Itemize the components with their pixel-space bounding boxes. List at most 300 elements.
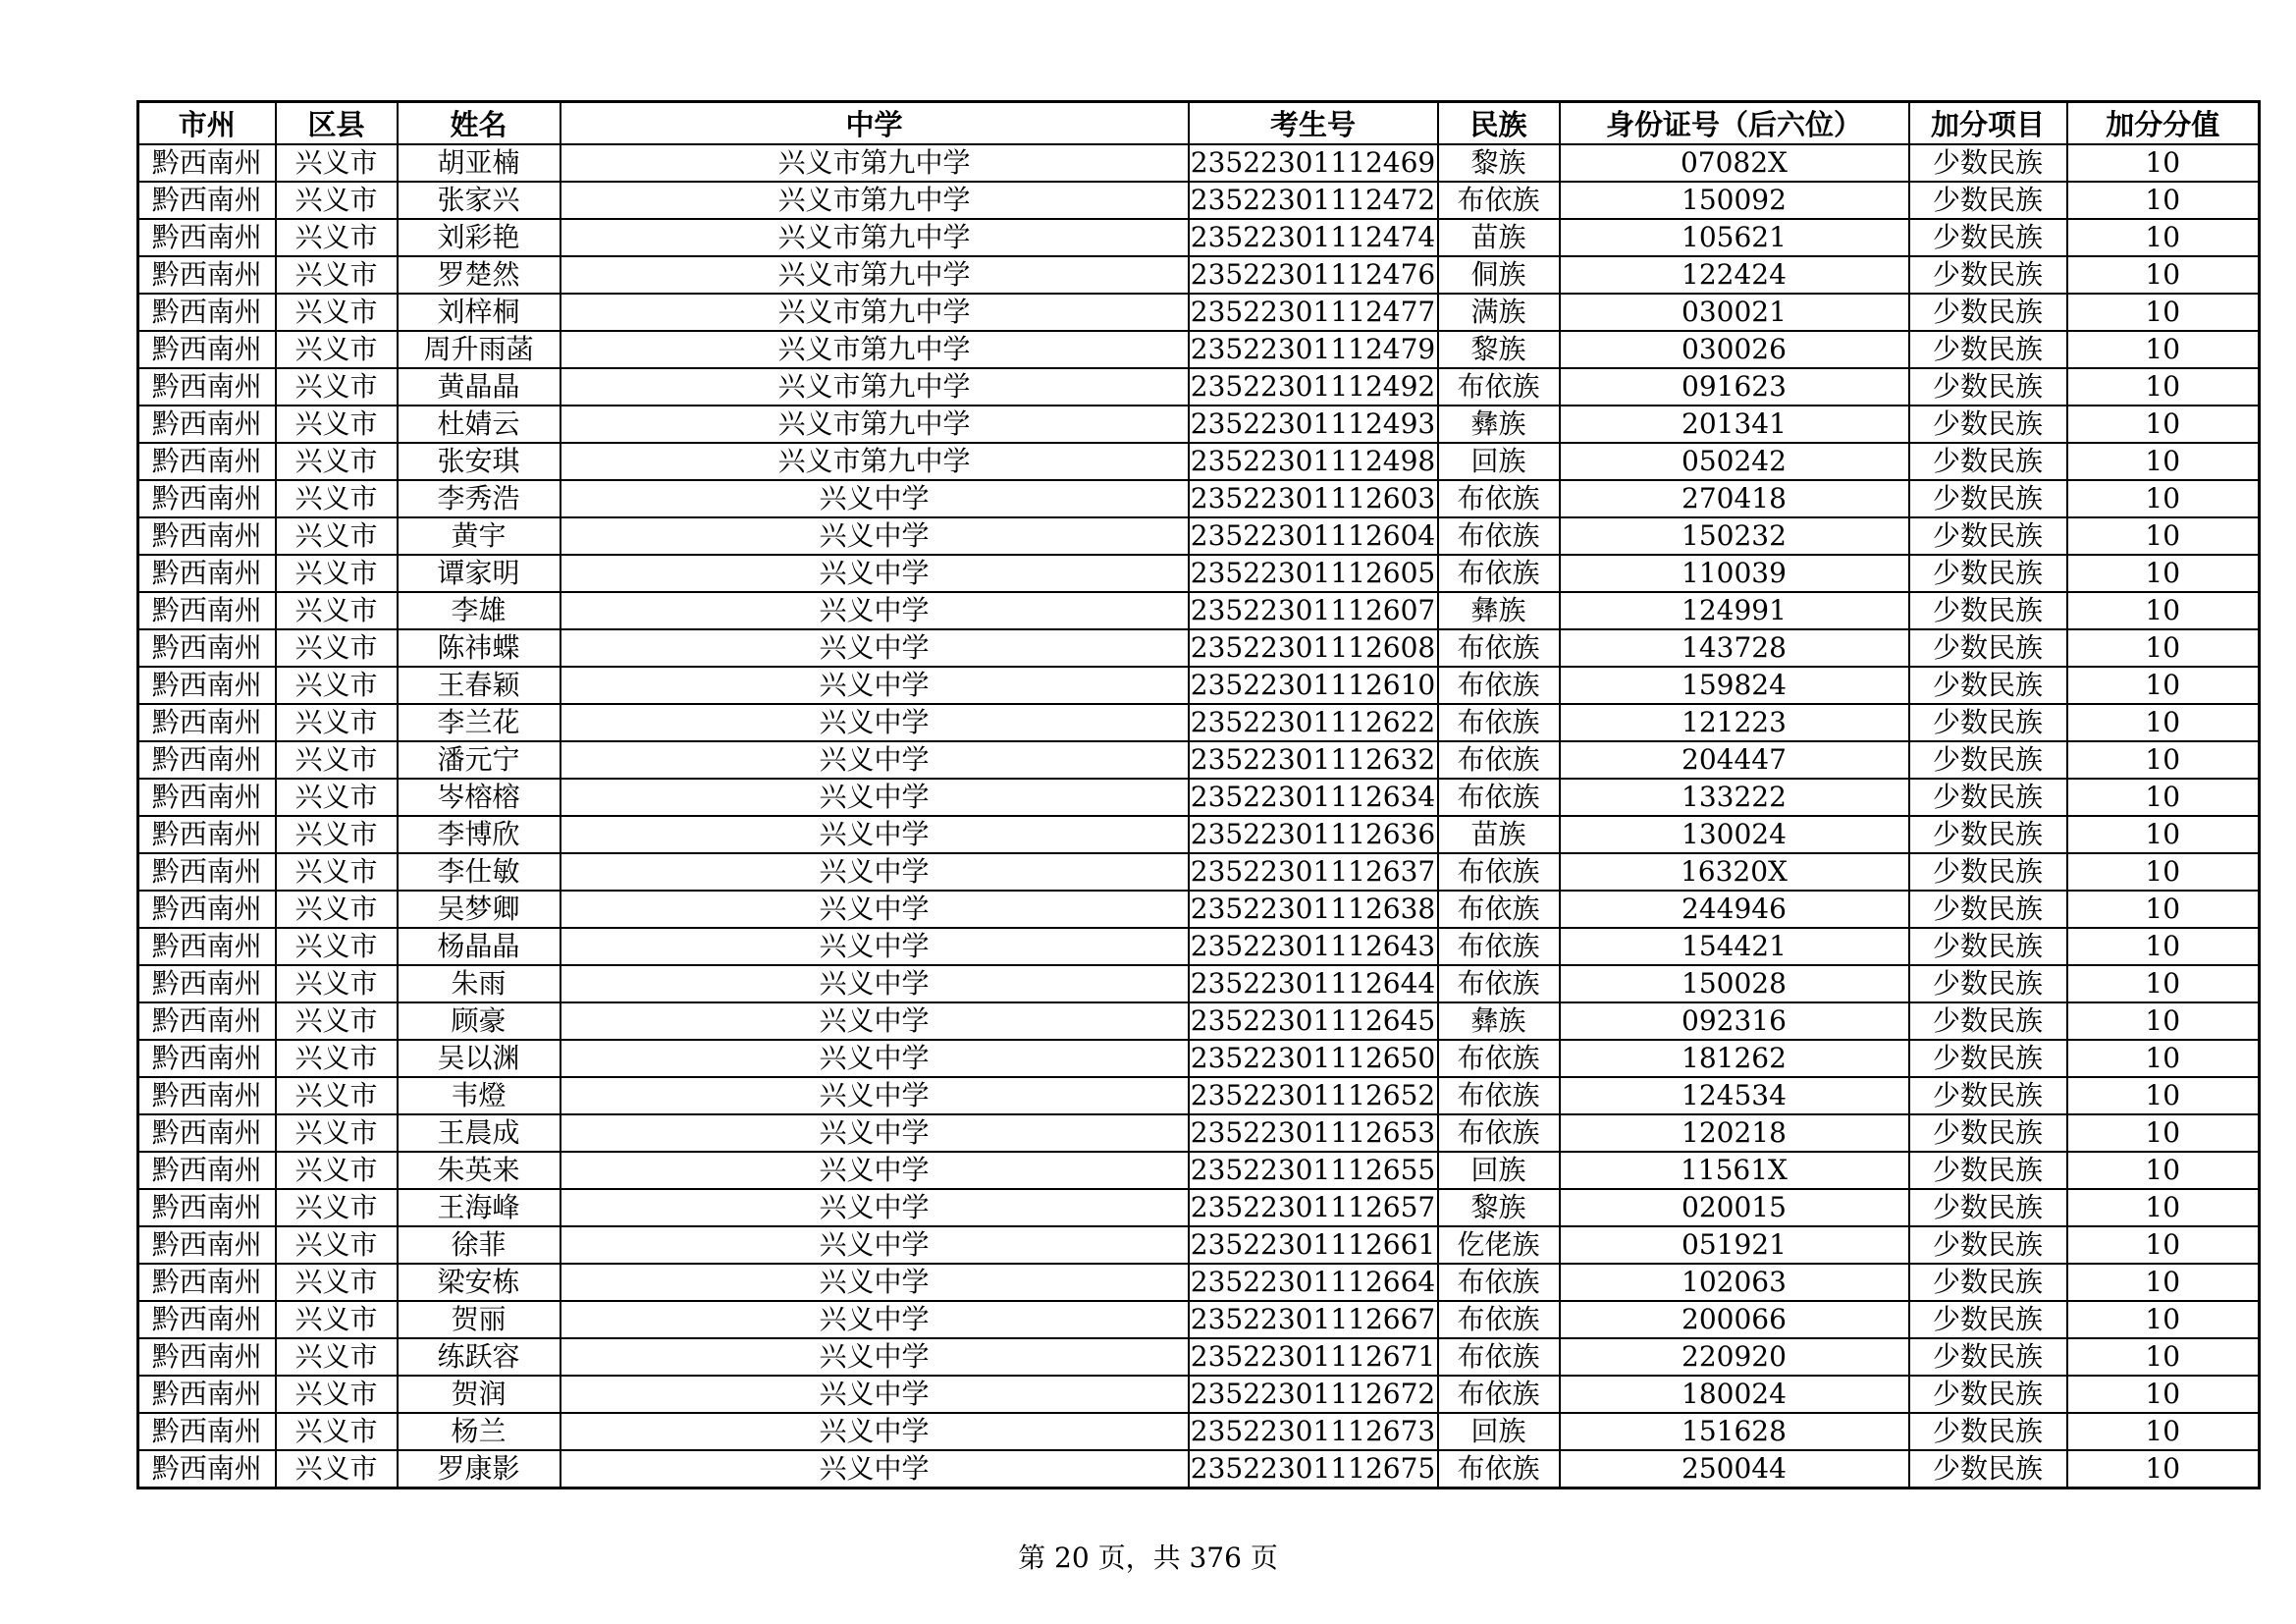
cell-exam-number: 23522301112474	[1189, 219, 1438, 256]
cell-city: 黔西南州	[138, 1264, 276, 1301]
cell-ethnicity: 布依族	[1438, 1077, 1560, 1114]
cell-city: 黔西南州	[138, 406, 276, 443]
cell-school: 兴义中学	[561, 517, 1189, 555]
cell-id-last6: 220920	[1560, 1338, 1909, 1376]
cell-name: 杨兰	[398, 1413, 561, 1450]
cell-bonus-item: 少数民族	[1909, 667, 2067, 704]
cell-bonus-item: 少数民族	[1909, 779, 2067, 816]
cell-bonus-item: 少数民族	[1909, 294, 2067, 331]
cell-school: 兴义中学	[561, 1450, 1189, 1489]
cell-bonus-item: 少数民族	[1909, 592, 2067, 629]
cell-name: 胡亚楠	[398, 144, 561, 182]
cell-ethnicity: 布依族	[1438, 741, 1560, 779]
cell-name: 周升雨菡	[398, 331, 561, 368]
table-row	[138, 331, 2260, 368]
table-row	[138, 182, 2260, 219]
cell-city: 黔西南州	[138, 853, 276, 891]
cell-name: 韦燈	[398, 1077, 561, 1114]
cell-ethnicity: 彝族	[1438, 1002, 1560, 1040]
cell-name: 谭家明	[398, 555, 561, 592]
cell-city: 黔西南州	[138, 965, 276, 1002]
cell-id-last6: 250044	[1560, 1450, 1909, 1489]
table-row	[138, 704, 2260, 741]
cell-id-last6: 150092	[1560, 182, 1909, 219]
cell-id-last6: 200066	[1560, 1301, 1909, 1338]
cell-bonus-points: 10	[2067, 779, 2260, 816]
cell-district: 兴义市	[276, 592, 398, 629]
cell-district: 兴义市	[276, 779, 398, 816]
cell-district: 兴义市	[276, 1338, 398, 1376]
cell-bonus-points: 10	[2067, 1189, 2260, 1226]
cell-district: 兴义市	[276, 891, 398, 928]
cell-ethnicity: 布依族	[1438, 667, 1560, 704]
table-row	[138, 517, 2260, 555]
cell-city: 黔西南州	[138, 443, 276, 480]
cell-exam-number: 23522301112643	[1189, 928, 1438, 965]
cell-city: 黔西南州	[138, 741, 276, 779]
table-row	[138, 1338, 2260, 1376]
cell-bonus-points: 10	[2067, 853, 2260, 891]
cell-bonus-points: 10	[2067, 1040, 2260, 1077]
cell-name: 李仕敏	[398, 853, 561, 891]
cell-exam-number: 23522301112605	[1189, 555, 1438, 592]
cell-bonus-item: 少数民族	[1909, 1450, 2067, 1489]
cell-city: 黔西南州	[138, 1376, 276, 1413]
cell-bonus-item: 少数民族	[1909, 1264, 2067, 1301]
cell-bonus-item: 少数民族	[1909, 704, 2067, 741]
cell-id-last6: 051921	[1560, 1226, 1909, 1264]
cell-school: 兴义中学	[561, 480, 1189, 517]
cell-city: 黔西南州	[138, 779, 276, 816]
cell-bonus-item: 少数民族	[1909, 1002, 2067, 1040]
header-school: 中学	[561, 102, 1189, 145]
cell-city: 黔西南州	[138, 331, 276, 368]
cell-name: 吴以渊	[398, 1040, 561, 1077]
cell-id-last6: 110039	[1560, 555, 1909, 592]
cell-ethnicity: 布依族	[1438, 368, 1560, 406]
cell-bonus-points: 10	[2067, 555, 2260, 592]
cell-name: 吴梦卿	[398, 891, 561, 928]
cell-bonus-points: 10	[2067, 891, 2260, 928]
table-row	[138, 1413, 2260, 1450]
cell-bonus-points: 10	[2067, 480, 2260, 517]
cell-bonus-points: 10	[2067, 704, 2260, 741]
cell-ethnicity: 布依族	[1438, 1114, 1560, 1152]
cell-bonus-points: 10	[2067, 182, 2260, 219]
cell-bonus-points: 10	[2067, 1264, 2260, 1301]
cell-ethnicity: 布依族	[1438, 1450, 1560, 1489]
cell-school: 兴义中学	[561, 1413, 1189, 1450]
cell-school: 兴义中学	[561, 891, 1189, 928]
cell-bonus-item: 少数民族	[1909, 1152, 2067, 1189]
cell-id-last6: 124534	[1560, 1077, 1909, 1114]
cell-name: 梁安栋	[398, 1264, 561, 1301]
cell-bonus-points: 10	[2067, 1226, 2260, 1264]
cell-name: 王晨成	[398, 1114, 561, 1152]
header-id-last6: 身份证号（后六位）	[1560, 102, 1909, 145]
cell-city: 黔西南州	[138, 256, 276, 294]
cell-id-last6: 124991	[1560, 592, 1909, 629]
cell-district: 兴义市	[276, 406, 398, 443]
cell-bonus-points: 10	[2067, 1301, 2260, 1338]
cell-ethnicity: 黎族	[1438, 1189, 1560, 1226]
cell-name: 刘彩艳	[398, 219, 561, 256]
cell-bonus-item: 少数民族	[1909, 331, 2067, 368]
cell-school: 兴义市第九中学	[561, 443, 1189, 480]
cell-bonus-points: 10	[2067, 1338, 2260, 1376]
cell-bonus-points: 10	[2067, 1450, 2260, 1489]
cell-bonus-points: 10	[2067, 294, 2260, 331]
cell-school: 兴义中学	[561, 555, 1189, 592]
cell-exam-number: 23522301112479	[1189, 331, 1438, 368]
cell-school: 兴义中学	[561, 704, 1189, 741]
cell-exam-number: 23522301112472	[1189, 182, 1438, 219]
cell-ethnicity: 布依族	[1438, 1264, 1560, 1301]
header-name: 姓名	[398, 102, 561, 145]
cell-district: 兴义市	[276, 1264, 398, 1301]
cell-name: 李兰花	[398, 704, 561, 741]
cell-ethnicity: 苗族	[1438, 816, 1560, 853]
cell-name: 练跃容	[398, 1338, 561, 1376]
cell-name: 杨晶晶	[398, 928, 561, 965]
table-row	[138, 1264, 2260, 1301]
cell-name: 顾豪	[398, 1002, 561, 1040]
cell-city: 黔西南州	[138, 144, 276, 182]
table-row	[138, 741, 2260, 779]
cell-exam-number: 23522301112673	[1189, 1413, 1438, 1450]
cell-exam-number: 23522301112644	[1189, 965, 1438, 1002]
table-row	[138, 965, 2260, 1002]
cell-city: 黔西南州	[138, 1226, 276, 1264]
cell-district: 兴义市	[276, 1226, 398, 1264]
cell-school: 兴义中学	[561, 816, 1189, 853]
table-row	[138, 1301, 2260, 1338]
cell-exam-number: 23522301112655	[1189, 1152, 1438, 1189]
table-row	[138, 144, 2260, 182]
cell-school: 兴义市第九中学	[561, 219, 1189, 256]
cell-ethnicity: 布依族	[1438, 517, 1560, 555]
table-row	[138, 1226, 2260, 1264]
cell-name: 罗楚然	[398, 256, 561, 294]
cell-bonus-points: 10	[2067, 1413, 2260, 1450]
cell-bonus-points: 10	[2067, 816, 2260, 853]
cell-district: 兴义市	[276, 1450, 398, 1489]
cell-exam-number: 23522301112637	[1189, 853, 1438, 891]
cell-ethnicity: 布依族	[1438, 1338, 1560, 1376]
table-header-row	[138, 102, 2260, 145]
cell-id-last6: 030021	[1560, 294, 1909, 331]
table-row	[138, 1040, 2260, 1077]
cell-exam-number: 23522301112661	[1189, 1226, 1438, 1264]
cell-school: 兴义中学	[561, 1077, 1189, 1114]
cell-city: 黔西南州	[138, 555, 276, 592]
cell-district: 兴义市	[276, 965, 398, 1002]
cell-bonus-item: 少数民族	[1909, 1413, 2067, 1450]
cell-district: 兴义市	[276, 182, 398, 219]
cell-city: 黔西南州	[138, 629, 276, 667]
cell-bonus-points: 10	[2067, 517, 2260, 555]
cell-ethnicity: 布依族	[1438, 1301, 1560, 1338]
cell-bonus-points: 10	[2067, 592, 2260, 629]
cell-exam-number: 23522301112607	[1189, 592, 1438, 629]
cell-name: 杜婧云	[398, 406, 561, 443]
cell-city: 黔西南州	[138, 1152, 276, 1189]
cell-school: 兴义中学	[561, 779, 1189, 816]
cell-name: 张家兴	[398, 182, 561, 219]
cell-district: 兴义市	[276, 256, 398, 294]
header-ethnicity: 民族	[1438, 102, 1560, 145]
cell-name: 朱英来	[398, 1152, 561, 1189]
cell-city: 黔西南州	[138, 1338, 276, 1376]
table-body	[138, 144, 2260, 1489]
cell-district: 兴义市	[276, 704, 398, 741]
cell-id-last6: 122424	[1560, 256, 1909, 294]
cell-name: 岑榕榕	[398, 779, 561, 816]
cell-district: 兴义市	[276, 555, 398, 592]
cell-id-last6: 092316	[1560, 1002, 1909, 1040]
cell-ethnicity: 布依族	[1438, 1376, 1560, 1413]
cell-bonus-points: 10	[2067, 406, 2260, 443]
cell-id-last6: 020015	[1560, 1189, 1909, 1226]
cell-school: 兴义中学	[561, 592, 1189, 629]
cell-school: 兴义中学	[561, 1152, 1189, 1189]
cell-bonus-item: 少数民族	[1909, 1301, 2067, 1338]
cell-bonus-item: 少数民族	[1909, 555, 2067, 592]
cell-exam-number: 23522301112652	[1189, 1077, 1438, 1114]
cell-district: 兴义市	[276, 1077, 398, 1114]
table-row	[138, 853, 2260, 891]
cell-exam-number: 23522301112638	[1189, 891, 1438, 928]
cell-school: 兴义中学	[561, 1264, 1189, 1301]
cell-exam-number: 23522301112493	[1189, 406, 1438, 443]
cell-ethnicity: 布依族	[1438, 480, 1560, 517]
cell-bonus-item: 少数民族	[1909, 853, 2067, 891]
cell-bonus-item: 少数民族	[1909, 965, 2067, 1002]
cell-exam-number: 23522301112675	[1189, 1450, 1438, 1489]
cell-id-last6: 102063	[1560, 1264, 1909, 1301]
cell-id-last6: 143728	[1560, 629, 1909, 667]
cell-city: 黔西南州	[138, 1040, 276, 1077]
cell-school: 兴义市第九中学	[561, 368, 1189, 406]
cell-id-last6: 16320X	[1560, 853, 1909, 891]
cell-school: 兴义中学	[561, 1226, 1189, 1264]
cell-id-last6: 180024	[1560, 1376, 1909, 1413]
cell-bonus-item: 少数民族	[1909, 1338, 2067, 1376]
table-row	[138, 1002, 2260, 1040]
table-row	[138, 928, 2260, 965]
table-row	[138, 480, 2260, 517]
cell-bonus-item: 少数民族	[1909, 1040, 2067, 1077]
cell-district: 兴义市	[276, 294, 398, 331]
cell-exam-number: 23522301112636	[1189, 816, 1438, 853]
cell-ethnicity: 黎族	[1438, 331, 1560, 368]
cell-school: 兴义中学	[561, 1189, 1189, 1226]
cell-city: 黔西南州	[138, 294, 276, 331]
cell-bonus-item: 少数民族	[1909, 406, 2067, 443]
table-row	[138, 443, 2260, 480]
cell-city: 黔西南州	[138, 182, 276, 219]
header-city: 市州	[138, 102, 276, 145]
cell-bonus-points: 10	[2067, 1077, 2260, 1114]
cell-exam-number: 23522301112622	[1189, 704, 1438, 741]
cell-bonus-item: 少数民族	[1909, 1376, 2067, 1413]
cell-bonus-item: 少数民族	[1909, 368, 2067, 406]
cell-id-last6: 133222	[1560, 779, 1909, 816]
cell-school: 兴义市第九中学	[561, 144, 1189, 182]
cell-exam-number: 23522301112664	[1189, 1264, 1438, 1301]
cell-bonus-points: 10	[2067, 741, 2260, 779]
cell-bonus-points: 10	[2067, 368, 2260, 406]
cell-exam-number: 23522301112604	[1189, 517, 1438, 555]
cell-bonus-points: 10	[2067, 965, 2260, 1002]
cell-city: 黔西南州	[138, 667, 276, 704]
cell-bonus-item: 少数民族	[1909, 219, 2067, 256]
header-bonus-item: 加分项目	[1909, 102, 2067, 145]
cell-bonus-item: 少数民族	[1909, 816, 2067, 853]
cell-district: 兴义市	[276, 1376, 398, 1413]
cell-id-last6: 154421	[1560, 928, 1909, 965]
cell-bonus-points: 10	[2067, 1002, 2260, 1040]
cell-school: 兴义中学	[561, 1002, 1189, 1040]
table-row	[138, 406, 2260, 443]
cell-city: 黔西南州	[138, 517, 276, 555]
cell-ethnicity: 布依族	[1438, 891, 1560, 928]
cell-ethnicity: 彝族	[1438, 406, 1560, 443]
cell-id-last6: 130024	[1560, 816, 1909, 853]
cell-id-last6: 201341	[1560, 406, 1909, 443]
cell-district: 兴义市	[276, 853, 398, 891]
cell-id-last6: 030026	[1560, 331, 1909, 368]
table-row	[138, 1114, 2260, 1152]
cell-bonus-item: 少数民族	[1909, 256, 2067, 294]
cell-bonus-item: 少数民族	[1909, 144, 2067, 182]
cell-school: 兴义中学	[561, 741, 1189, 779]
header-exam-number: 考生号	[1189, 102, 1438, 145]
table-row	[138, 779, 2260, 816]
cell-id-last6: 150232	[1560, 517, 1909, 555]
cell-district: 兴义市	[276, 816, 398, 853]
table-row	[138, 891, 2260, 928]
cell-city: 黔西南州	[138, 480, 276, 517]
cell-id-last6: 181262	[1560, 1040, 1909, 1077]
cell-ethnicity: 布依族	[1438, 1040, 1560, 1077]
cell-exam-number: 23522301112645	[1189, 1002, 1438, 1040]
cell-school: 兴义中学	[561, 965, 1189, 1002]
cell-id-last6: 07082X	[1560, 144, 1909, 182]
cell-bonus-points: 10	[2067, 256, 2260, 294]
cell-school: 兴义市第九中学	[561, 256, 1189, 294]
cell-school: 兴义中学	[561, 1114, 1189, 1152]
cell-ethnicity: 布依族	[1438, 965, 1560, 1002]
cell-bonus-points: 10	[2067, 1152, 2260, 1189]
cell-ethnicity: 彝族	[1438, 592, 1560, 629]
cell-bonus-item: 少数民族	[1909, 1077, 2067, 1114]
cell-bonus-item: 少数民族	[1909, 1114, 2067, 1152]
cell-district: 兴义市	[276, 741, 398, 779]
cell-ethnicity: 布依族	[1438, 853, 1560, 891]
cell-school: 兴义中学	[561, 1301, 1189, 1338]
cell-district: 兴义市	[276, 219, 398, 256]
cell-district: 兴义市	[276, 368, 398, 406]
cell-city: 黔西南州	[138, 368, 276, 406]
cell-ethnicity: 布依族	[1438, 629, 1560, 667]
cell-district: 兴义市	[276, 443, 398, 480]
cell-name: 徐菲	[398, 1226, 561, 1264]
header-bonus-points: 加分分值	[2067, 102, 2260, 145]
cell-bonus-points: 10	[2067, 331, 2260, 368]
cell-name: 张安琪	[398, 443, 561, 480]
cell-ethnicity: 仡佬族	[1438, 1226, 1560, 1264]
cell-id-last6: 270418	[1560, 480, 1909, 517]
table-row	[138, 667, 2260, 704]
cell-name: 黄宇	[398, 517, 561, 555]
cell-id-last6: 121223	[1560, 704, 1909, 741]
cell-city: 黔西南州	[138, 1002, 276, 1040]
page-number: 第 20 页，共 376 页	[1018, 1542, 1278, 1574]
cell-exam-number: 23522301112477	[1189, 294, 1438, 331]
cell-name: 贺丽	[398, 1301, 561, 1338]
table-row	[138, 1376, 2260, 1413]
cell-ethnicity: 布依族	[1438, 704, 1560, 741]
cell-id-last6: 244946	[1560, 891, 1909, 928]
cell-ethnicity: 布依族	[1438, 182, 1560, 219]
cell-city: 黔西南州	[138, 1450, 276, 1489]
cell-district: 兴义市	[276, 1040, 398, 1077]
cell-bonus-item: 少数民族	[1909, 182, 2067, 219]
cell-exam-number: 23522301112610	[1189, 667, 1438, 704]
cell-bonus-item: 少数民族	[1909, 629, 2067, 667]
cell-ethnicity: 回族	[1438, 443, 1560, 480]
cell-name: 陈祎蝶	[398, 629, 561, 667]
cell-district: 兴义市	[276, 480, 398, 517]
cell-school: 兴义中学	[561, 853, 1189, 891]
cell-id-last6: 050242	[1560, 443, 1909, 480]
cell-school: 兴义中学	[561, 667, 1189, 704]
cell-school: 兴义中学	[561, 629, 1189, 667]
table-row	[138, 816, 2260, 853]
cell-bonus-points: 10	[2067, 144, 2260, 182]
cell-name: 李秀浩	[398, 480, 561, 517]
cell-district: 兴义市	[276, 144, 398, 182]
cell-id-last6: 159824	[1560, 667, 1909, 704]
cell-bonus-item: 少数民族	[1909, 480, 2067, 517]
cell-name: 贺润	[398, 1376, 561, 1413]
table-row	[138, 592, 2260, 629]
cell-school: 兴义中学	[561, 1040, 1189, 1077]
cell-city: 黔西南州	[138, 1114, 276, 1152]
cell-city: 黔西南州	[138, 1413, 276, 1450]
cell-city: 黔西南州	[138, 1077, 276, 1114]
cell-school: 兴义中学	[561, 928, 1189, 965]
cell-ethnicity: 布依族	[1438, 555, 1560, 592]
cell-school: 兴义市第九中学	[561, 406, 1189, 443]
cell-city: 黔西南州	[138, 592, 276, 629]
table-row	[138, 629, 2260, 667]
cell-id-last6: 105621	[1560, 219, 1909, 256]
cell-city: 黔西南州	[138, 704, 276, 741]
cell-bonus-item: 少数民族	[1909, 741, 2067, 779]
cell-exam-number: 23522301112469	[1189, 144, 1438, 182]
cell-id-last6: 150028	[1560, 965, 1909, 1002]
cell-bonus-item: 少数民族	[1909, 517, 2067, 555]
cell-city: 黔西南州	[138, 1301, 276, 1338]
table-row	[138, 555, 2260, 592]
cell-district: 兴义市	[276, 1114, 398, 1152]
cell-district: 兴义市	[276, 928, 398, 965]
cell-id-last6: 204447	[1560, 741, 1909, 779]
score-bonus-table	[136, 100, 2261, 1489]
table-row	[138, 1450, 2260, 1489]
